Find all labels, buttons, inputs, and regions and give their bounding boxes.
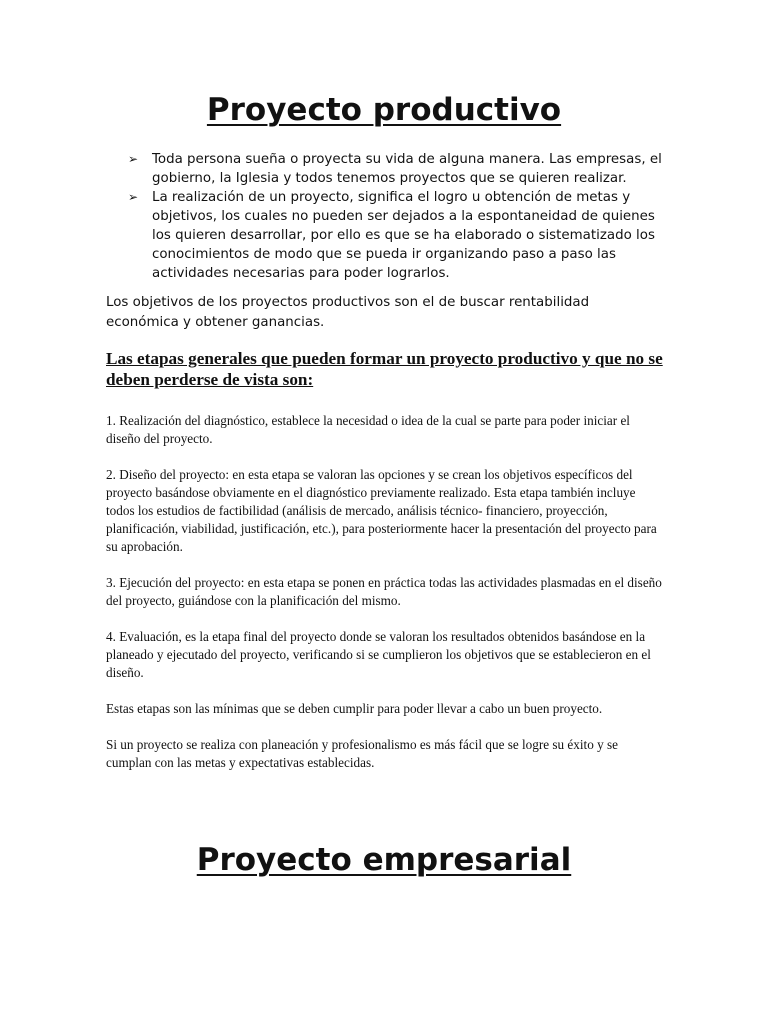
paragraph-stage-3: 3. Ejecución del proyecto: en esta etapa se ponen en práctica todas las actividades plasmadas en el diseño del proyecto, guiándose con la planificación del mismo. — [106, 575, 662, 608]
stages-body — [106, 412, 666, 790]
paragraph-stage-2: 2. Diseño del proyecto: en esta etapa se valoran las opciones y se crean los objetivos específicos del proyecto basándose obviamente en el diagnóstico previamente realizado. Esta etapa también incluye todos los estudios de factibilidad (análisis de mercado, análisis técnico- financiero, proyección, planificación, viabilidad, justificación, etc.), para posteriormente hacer la presentación del proyecto para su aprobación. — [106, 467, 657, 554]
paragraph-stage-4: 4. Evaluación, es la etapa final del proyecto donde se valoran los resultados obtenidos basándose en la planeado y ejecutado del proyecto, verificando si se cumplieron los objetivos que se establecieron en el diseño. — [106, 629, 651, 680]
bullet-text: La realización de un proyecto, significa el logro u obtención de metas y objetivos, los cuales no pueden ser dejados a la espontaneidad de quienes los quieren desarrollar, por ello es que se ha elaborado o sistematizado los conocimientos de modo que se pueda ir organizando paso a paso las actividades necesarias para poder lograrlos. — [152, 190, 655, 281]
page-title: Proyecto productivo — [206, 92, 562, 128]
second-title: Proyecto empresarial — [196, 842, 572, 878]
list-item — [128, 188, 668, 283]
bullet-text: Toda persona sueña o proyecta su vida de alguna manera. Las empresas, el gobierno, la Iglesia y todos tenemos proyectos que se quieren realizar. — [152, 152, 662, 186]
bullet-list — [128, 150, 668, 283]
section-heading: Las etapas generales que pueden formar un proyecto productivo y que no se deben perderse de vista son: — [106, 349, 663, 389]
paragraph-stage-1: 1. Realización del diagnóstico, establece la necesidad o idea de la cual se parte para poder iniciar el diseño del proyecto. — [106, 413, 630, 446]
intro-paragraph: Los objetivos de los proyectos productivos son el de buscar rentabilidad económica y obtener ganancias. — [106, 295, 590, 330]
paragraph-conclusion: Si un proyecto se realiza con planeación y profesionalismo es más fácil que se logre su éxito y se cumplan con las metas y expectativas establecidas. — [106, 737, 618, 770]
arrow-bullet-icon: ➢ — [128, 190, 139, 204]
arrow-bullet-icon: ➢ — [128, 152, 139, 166]
paragraph-summary: Estas etapas son las mínimas que se deben cumplir para poder llevar a cabo un buen proyecto. — [106, 701, 603, 716]
list-item — [128, 150, 668, 188]
